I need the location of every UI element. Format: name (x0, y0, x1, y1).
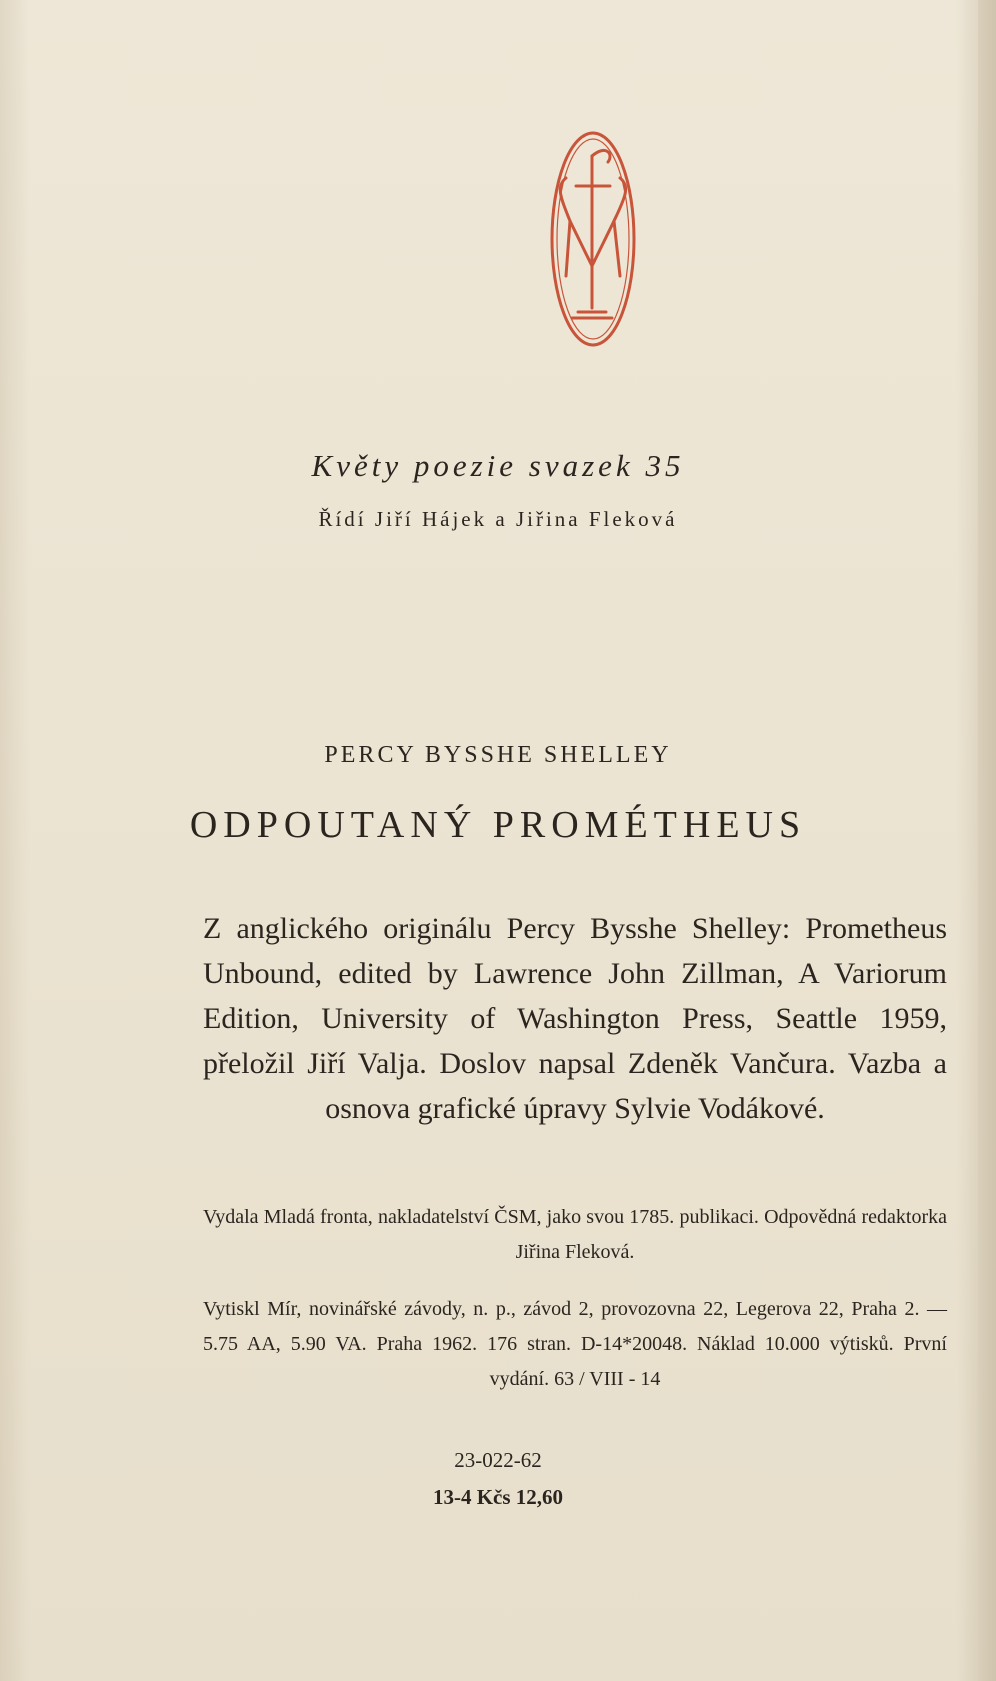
price-line: 13-4 Kčs 12,60 (432, 1485, 564, 1509)
mf-monogram-icon (548, 126, 638, 352)
editors-line: Řídí Jiří Hájek a Jiřina Fleková (318, 507, 678, 531)
printer-note: Vytiskl Mír, novinářské závody, n. p., závod 2, provozovna 22, Legerova 22, Praha 2. — 5.75 AA, 5.90 VA. Praha 1962. 176 stran. D-14*20048. Náklad 10.000 výtisků. První vydání. 63 / VIII - 14 (203, 1298, 947, 1390)
series-line: Květy poezie svazek 35 (311, 448, 685, 483)
publisher-note: Vydala Mladá fronta, nakladatelství ČSM, jako svou 1785. publikaci. Odpovědná redaktorka Jiřina Fleková. (203, 1206, 947, 1263)
catalog-code: 23-022-62 (454, 1448, 542, 1472)
author-name: PERCY BYSSHE SHELLEY (324, 742, 672, 768)
book-title: ODPOUTANÝ PROMÉTHEUS (189, 804, 807, 846)
translation-note: Z anglického originálu Percy Bysshe Shelley: Prometheus Unbound, edited by Lawrence John Zillman, A Variorum Edition, University of Washington Press, Seattle 1959, přeložil Jiří Valja. Doslov napsal Zdeněk Vančura. Vazba a osnova grafické úpravy Sylvie Vodákové. (203, 912, 947, 1125)
